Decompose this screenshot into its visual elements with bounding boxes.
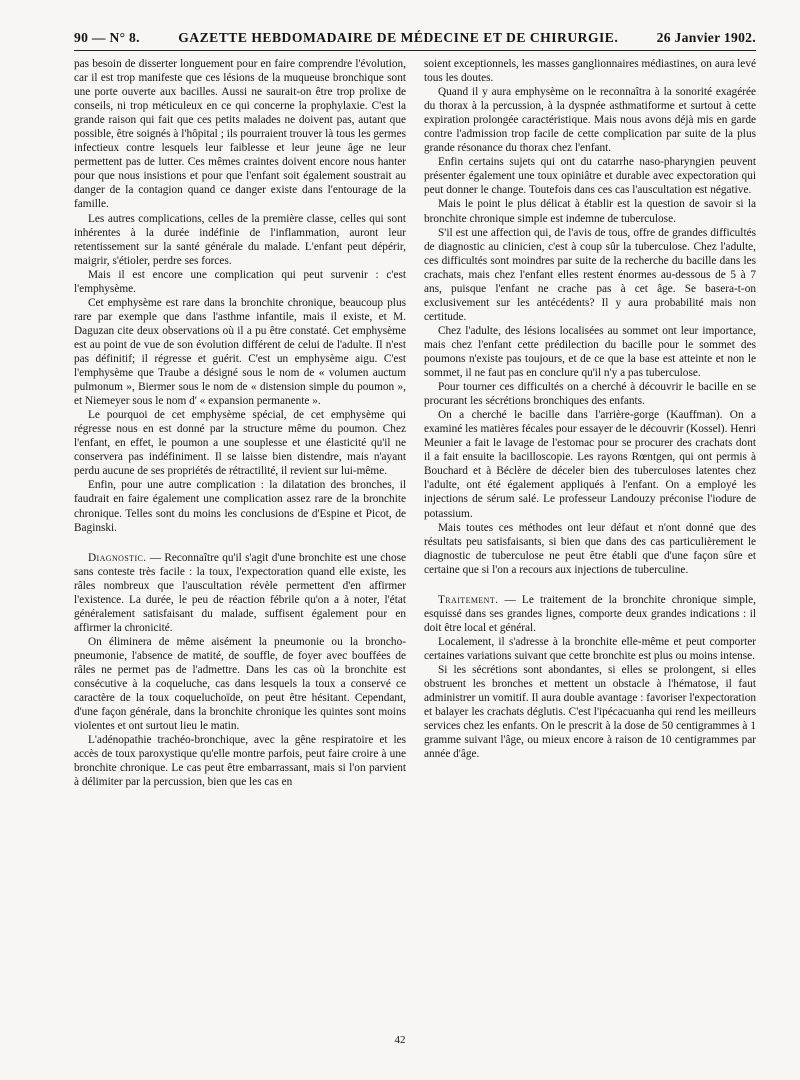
paragraph: Chez l'adulte, des lésions localisées au sommet ont leur importance, mais chez l'enfant cette prédilection du bacille pour le sommet des poumons n'existe pas toujours, et de ce que la base est atteinte et non le sommet, il ne faut pas en conclure qu'il n'y a pas tuberculose. (424, 324, 756, 380)
issue-date: 26 Janvier 1902. (656, 30, 756, 45)
paragraph: Localement, il s'adresse à la bronchite elle-même et peut comporter certaines variations suivant que cette bronchite est plus ou moins intense. (424, 635, 756, 662)
paragraph: Pour tourner ces difficultés on a cherché à découvrir le bacille en se procurant les sécrétions bronchiques des enfants. (424, 381, 756, 408)
paragraph: S'il est une affection qui, de l'avis de tous, offre de grandes difficultés de diagnostic au clinicien, c'est à coup sûr la tuberculose. Chez l'adulte, ces difficultés sont moindres par suite de la recherche du bacille dans les crachats, mais chez l'enfant elles restent énormes au-dessous de 5 à 7 ans, puisque l'enfant ne crache pas à cet âge. Se basera-t-on exclusivement sur les antécédents? Il y aura probabilité mais non certitude. (424, 226, 756, 323)
paragraph: pas besoin de disserter longuement pour en faire comprendre l'évolution, car il est trop manifeste que ces lésions de la muqueuse bronchique sont une porte ouverte aux bacilles. Aussi ne saurait-on être trop prolixe de conseils, ni trop méticuleux en ce qui concerne la prophylaxie. C'est la grande raison qui fait que ces petits malades ne doivent pas, autant que possible, être soignés à l'hôpital ; ils pourraient trouver là tous les germes infectieux contre lesquels leur faiblesse et leur jeune âge ne leur permettent pas de lutter. Ces mêmes craintes doivent encore nous hanter pour que nous insistions et pour que l'enfant soit également soustrait au danger de la contagion quand ce danger existe dans l'entourage de la famille. (74, 58, 406, 211)
running-header (74, 30, 756, 51)
right-column (424, 57, 756, 789)
paragraph: On éliminera de même aisément la pneumonie ou la broncho-pneumonie, l'absence de matité, de souffle, de foyer avec bouffées de râles ne permet pas de l'admettre. Dans les cas où la bronchite est consécutive à la coqueluche, cas dans lesquels la toux a conservé ce caractère de la toux coqueluchoïde, on peut être hésitant. Cependant, d'une façon générale, dans la bronchite chronique les quintes sont moins violentes et ont surtout lieu le matin. (74, 635, 406, 733)
paragraph: Cet emphysème est rare dans la bronchite chronique, beaucoup plus rare par exemple que dans l'asthme infantile, mais il existe, et M. Daguzan cite deux observations où il a pu être constaté. Cet emphysème est au point de vue de son évolution différent de celui de l'adulte. Il n'est pas définitif; il régresse et guérit. C'est un emphysème aigu. C'est l'emphysème que Traube a désigné sous le nom de « volumen auctum pulmonum », Biermer sous le nom de « distension simple du poumon », et Niemeyer sous le nom d' « expansion permanente ». (74, 296, 406, 408)
left-column (74, 57, 406, 789)
paragraph: Enfin certains sujets qui ont du catarrhe naso-pharyngien peuvent présenter également une toux opiniâtre et durable avec expectoration qui peut donner le change. Toutefois dans ces cas l'auscultation est négative. (424, 156, 756, 197)
paragraph: Si les sécrétions sont abondantes, si elles se prolongent, si elles obstruent les bronches et mettent un obstacle à l'hématose, il faut administrer un vomitif. Il aura double avantage : favoriser l'expectoration et balayer les crachats déglutis. C'est l'ipécacuanha qui rend les meilleurs services chez les enfants. On le prescrit à la dose de 50 centigrammes à 1 gramme suivant l'âge, ou mieux encore à raison de 10 centigrammes par année d'âge. (424, 663, 756, 761)
paragraph: Mais toutes ces méthodes ont leur défaut et n'ont donné que des résultats peu satisfaisants, si bien que dans des cas particulièrement le diagnostic de tuberculose ne peut être établi que d'une façon sûre et certaine que si l'on a recours aux injections de tuberculine. (424, 521, 756, 576)
paragraph: Enfin, pour une autre complication : la dilatation des bronches, il faudrait en faire également une complication assez rare de la bronchite chronique. Telles sont du moins les conclusions de d'Espine et Picot, de Baginski. (74, 479, 406, 534)
folio-number: 42 (394, 1034, 406, 1046)
traitement-section (424, 593, 756, 635)
diagnostic-section (74, 551, 406, 635)
paragraph: soient exceptionnels, les masses ganglionnaires médiastines, on aura levé tous les doutes. (424, 58, 756, 85)
section-heading-traitement: Traitement. (438, 593, 499, 606)
paragraph: L'adénopathie trachéo-bronchique, avec la gêne respiratoire et les accès de toux paroxystique qu'elle montre parfois, peut faire croire à une bronchite chronique. Le cas peut être embarrassant, mais si l'on parvient à délimiter par la percussion, bien que les cas en (74, 734, 406, 789)
paragraph: Le pourquoi de cet emphysème spécial, de cet emphysème qui régresse nous en est donné par la structure même du poumon. Chez l'enfant, en effet, le poumon a une souplesse et une élasticité qu'il ne conservera pas indéfiniment. Il se laisse bien distendre, mais n'ayant perdu aucune de ses propriétés de rétractilité, il revient sur lui-même. (74, 409, 406, 478)
paragraph: Quand il y aura emphysème on le reconnaîtra à la sonorité exagérée du thorax à la percussion, à la dyspnée asthmatiforme et surtout à cette expiration prolongée caractéristique. Mais nous avons déjà mis en garde contre l'admission trop facile de cette complication par suite de la plus grande résonance du thorax chez l'enfant. (424, 86, 756, 155)
paragraph: — Le traitement de la bronchite chronique simple, esquissé dans ses grandes lignes, comporte deux grandes indications : il doit être local et général. (424, 593, 757, 634)
paragraph: Mais il est encore une complication qui peut survenir : c'est l'emphysème. (74, 268, 406, 295)
section-heading-diagnostic: Diagnostic. (88, 551, 147, 564)
paragraph: Les autres complications, celles de la première classe, celles qui sont inhérentes à la durée indéfinie de l'inflammation, auront leur retentissement sur la santé générale du malade. L'enfant peut dépérir, maigrir, s'étioler, perdre ses forces. (74, 212, 406, 267)
journal-title: GAZETTE HEBDOMADAIRE DE MÉDECINE ET DE CHIRURGIE. (178, 30, 619, 45)
paragraph: — Reconnaître qu'il s'agit d'une bronchite est une chose sans conteste très facile : la toux, l'expectoration quand elle existe, les râles nombreux que l'auscultation révèle permettent d'en affirmer l'existence. La durée, le peu de réaction fébrile qu'on a à noter, l'état généralement satisfaisant du malade, suffisent également pour en affirmer la chronicité. (74, 551, 407, 634)
page-number-issue: 90 — N° 8. (74, 30, 140, 45)
two-column-body (74, 57, 756, 789)
paragraph: Mais le point le plus délicat à établir est la question de savoir si la bronchite chronique simple est indemne de tuberculose. (424, 198, 756, 225)
paragraph: On a cherché le bacille dans l'arrière-gorge (Kauffman). On a examiné les matières fécales pour essayer de le découvrir (Kossel). Henri Meunier a fait le lavage de l'estomac pour se procurer des crachats dont il a fait ensuite la bacilloscopie. Les rayons Rœntgen, qui ont permis à Bouchard et à Béclère de déceler bien des tuberculoses latentes chez l'adulte, ont été également appliqués à l'enfant. On a employé les injections de sérum salé. Le professeur Landouzy préconise l'iodure de potassium. (424, 409, 756, 520)
